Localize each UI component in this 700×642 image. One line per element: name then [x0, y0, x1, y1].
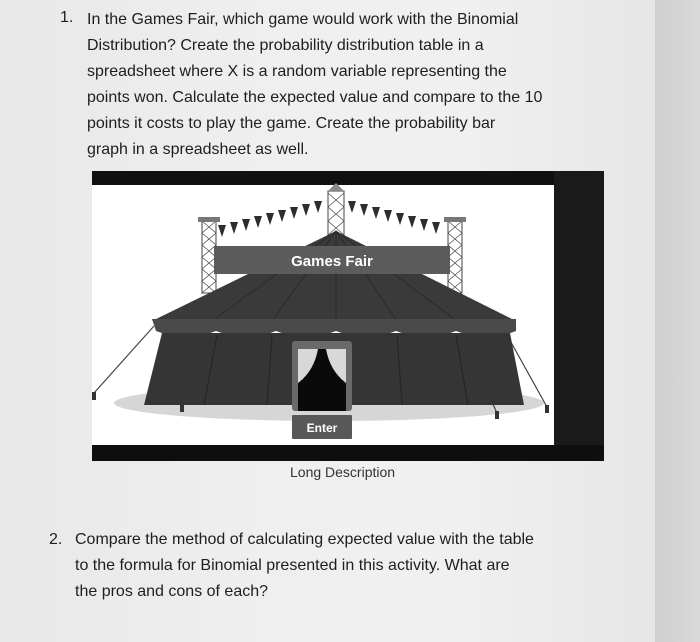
question-1-line: graph in a spreadsheet as well.: [87, 141, 309, 158]
question-1-number: 1.: [60, 9, 74, 26]
question-2-number: 2.: [49, 531, 63, 548]
question-2-text: [75, 527, 534, 605]
question-1-line: spreadsheet where X is a random variable representing the: [87, 63, 507, 80]
question-1-line: points won. Calculate the expected value and compare to the 10: [87, 89, 543, 106]
long-description-link[interactable]: Long Description: [290, 464, 396, 480]
question-1-text: [87, 7, 542, 163]
question-2-line: the pros and cons of each?: [75, 583, 269, 600]
sign-text: Games Fair: [291, 253, 373, 270]
page-edge: [655, 0, 700, 642]
tent-drawing: [92, 171, 604, 461]
question-2-line: to the formula for Binomial presented in this activity. What are: [75, 557, 510, 574]
enter-button-label: Enter: [306, 421, 338, 435]
games-fair-illustration: [92, 171, 604, 461]
question-1-line: Distribution? Create the probability distribution table in a: [87, 37, 484, 54]
enter-button[interactable]: [292, 415, 352, 439]
tent-entrance: [292, 341, 352, 411]
question-1-line: points it costs to play the game. Create the probability bar: [87, 115, 496, 132]
question-2-line: Compare the method of calculating expected value with the table: [75, 531, 534, 548]
question-1-line: In the Games Fair, which game would work with the Binomial: [87, 11, 519, 28]
